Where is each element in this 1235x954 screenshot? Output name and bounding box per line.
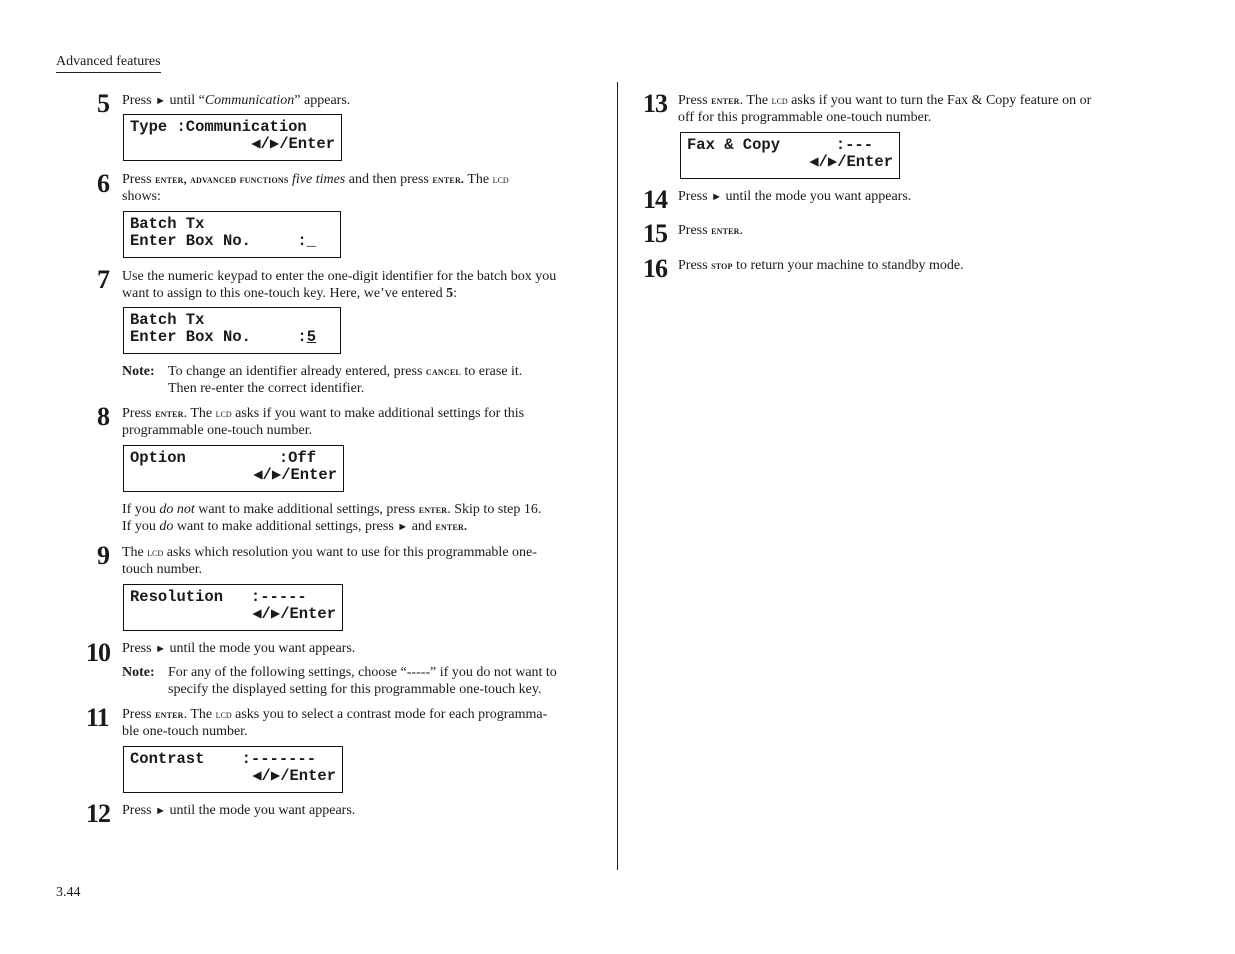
step-9-text: The lcd asks which resolution you want to use for this programmable one- touch number. xyxy=(122,545,537,577)
arrows-icon: ◀/▶ xyxy=(253,466,282,484)
step-number: 12 xyxy=(86,799,110,828)
lcd-display: Option :Off ◀/▶/Enter xyxy=(123,445,344,492)
right-arrow-icon: ► xyxy=(155,95,166,107)
step-number: 16 xyxy=(643,254,667,283)
step-7-text: Use the numeric keypad to enter the one-digit identifier for the batch box you want to assign to this one-touch key. Here, we’ve entered 5: xyxy=(122,269,557,301)
arrows-icon: ◀/▶ xyxy=(251,135,280,153)
lcd-display: Contrast :------- ◀/▶/Enter xyxy=(123,746,343,793)
arrows-icon: ◀/▶ xyxy=(252,605,281,623)
right-arrow-icon: ► xyxy=(155,643,166,655)
lcd-display: Fax & Copy :--- ◀/▶/Enter xyxy=(680,132,900,179)
lcd-display: Resolution :----- ◀/▶/Enter xyxy=(123,584,343,631)
step-15-text: Press enter. xyxy=(678,223,744,238)
key-label: enter. xyxy=(435,519,468,533)
step-14-text: Press ► until the mode you want appears. xyxy=(678,189,912,204)
column-divider xyxy=(617,82,618,870)
key-label: stop xyxy=(711,258,733,272)
note-label: Note: xyxy=(122,665,155,680)
note-label: Note: xyxy=(122,364,155,379)
page-number: 3.44 xyxy=(56,885,81,900)
step-8-followup: If you do not want to make additional settings, press enter. Skip to step 16. If you do want to make additional settings, press ► and enter. xyxy=(122,502,542,534)
lcd-display: Batch Tx Enter Box No. :_ xyxy=(123,211,341,258)
note-text: To change an identifier already entered, press cancel to erase it. Then re-enter the correct identifier. xyxy=(168,364,523,396)
section-header: Advanced features xyxy=(56,53,161,73)
step-8-text: Press enter. The lcd asks if you want to make additional settings for this programmable one-touch number. xyxy=(122,406,525,438)
lcd-display: Batch Tx Enter Box No. :5 xyxy=(123,307,341,354)
step-number: 7 xyxy=(97,265,109,294)
arrows-icon: ◀/▶ xyxy=(809,153,838,171)
step-number: 8 xyxy=(97,402,109,431)
step-number: 9 xyxy=(97,541,109,570)
key-label: enter xyxy=(711,223,740,237)
right-arrow-icon: ► xyxy=(397,521,409,533)
key-label: enter. xyxy=(432,172,465,186)
step-number: 10 xyxy=(86,638,110,667)
step-13-text: Press enter. The lcd asks if you want to turn the Fax & Copy feature on or off for this programmable one-touch number. xyxy=(678,93,1092,125)
step-number: 13 xyxy=(643,89,667,118)
step-number: 14 xyxy=(643,185,667,214)
arrows-icon: ◀/▶ xyxy=(252,767,281,785)
step-number: 15 xyxy=(643,219,667,248)
right-arrow-icon: ► xyxy=(711,191,722,203)
step-number: 6 xyxy=(97,169,109,198)
step-6-text: Press enter, advanced functions five times and then press enter. The lcd shows: xyxy=(122,172,509,204)
step-number: 5 xyxy=(97,89,109,118)
step-number: 11 xyxy=(86,703,109,732)
step-10-text: Press ► until the mode you want appears. xyxy=(122,641,356,656)
key-label: enter xyxy=(155,707,184,721)
key-label: enter xyxy=(711,93,740,107)
key-label: enter, advanced functions xyxy=(155,172,289,186)
lcd-display: Type :Communication ◀/▶/Enter xyxy=(123,114,342,161)
key-label: enter xyxy=(418,502,448,516)
step-11-text: Press enter. The lcd asks you to select a contrast mode for each programma- ble one-touch number. xyxy=(122,707,548,739)
key-label: enter xyxy=(155,406,184,420)
right-arrow-icon: ► xyxy=(155,805,166,817)
key-label: cancel xyxy=(425,364,461,378)
note-text: For any of the following settings, choose “-----” if you do not want to specify the displayed setting for this programmable one-touch key. xyxy=(168,665,557,697)
step-16-text: Press stop to return your machine to standby mode. xyxy=(678,258,964,273)
step-5-text: Press ► until “Communication” appears. xyxy=(122,93,351,108)
step-12-text: Press ► until the mode you want appears. xyxy=(122,803,356,818)
